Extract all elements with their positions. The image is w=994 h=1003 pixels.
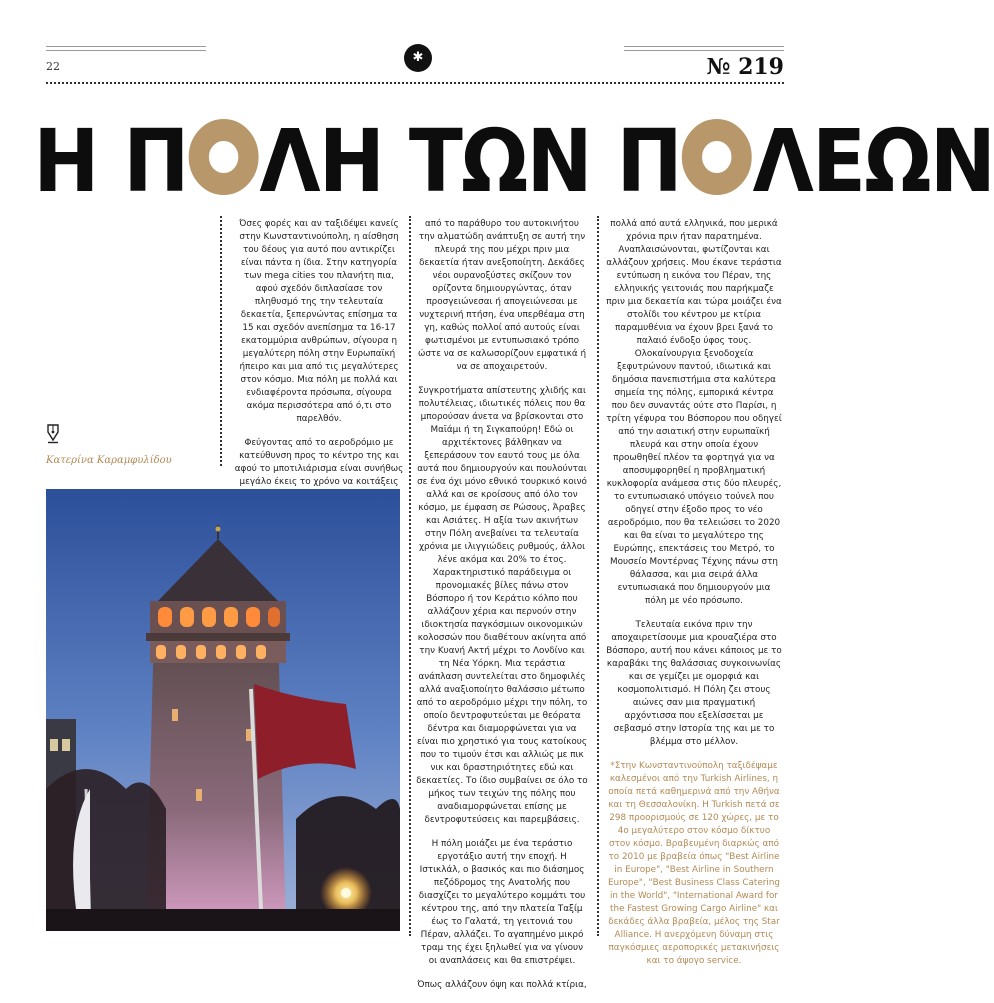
asterisk-icon: ✱ [404, 44, 432, 72]
header-dotted-divider [46, 82, 784, 84]
headline-part-2: ΛΗ ΤΩΝ Π [259, 112, 681, 212]
article-column-3 [606, 218, 782, 979]
paragraph: πολλά από αυτά ελληνικά, που μερικά χρόνια πριν ήταν παρατημένα. Αναπλαισώνονται, φωτίζονται και αλλάζουν χρήσεις. Μου έκανε τεράστια εντύπωση η εικόνα του Πέραν, της ελληνικής γειτονιάς που παρήκμαζε πριν μια δεκαετία και τώρα μοιάζει ένα στολίδι του κέντρου με κτίρια παραμυθένια να έχουν βρει ξανά το παλαιό ένδοξο ύφος τους. Ολοκαίνουργια ξενοδοχεία ξεφυτρώνουν παντού, ιδιωτικά και δημόσια πανεπιστήμια στα καλύτερα σημεία της πόλης, εμπορικά κέντρα που δεν συναντάς ούτε στο Παρίσι, η τρίτη γέφυρα του Βόσπορου που οδηγεί από την ασιατική στην ευρωπαϊκή πλευρά και στην οποία έχουν προωθηθεί πλέον τα φορτηγά για να αποσυμφορηθεί η προβληματική κυκλοφορία ανάμεσα στις δύο πλευρές, το εντυπωσιακό υπόγειο τούνελ που οδηγεί στην έξοδο προς το νέο αεροδρόμιο, που θα τελειώσει το 2020 και θα είναι το μεγαλύτερο της Ευρώπης, επεκτάσεις του Μετρό, το Μουσείο Μοντέρνας Τέχνης πάνω στη θάλασσα, και μια σειρά άλλα εντυπωσιακά που δημιουργούν μια πόλη με νέο πρόσωπο. [606, 219, 782, 606]
column-divider [597, 216, 599, 936]
article-column-1 [234, 218, 404, 500]
page-number: 22 [46, 60, 60, 73]
header-rule-left-top [46, 46, 206, 47]
paragraph: Όσες φορές και αν ταξιδέψει κανείς στην Κωνσταντινούπολη, η αίσθηση του δέους για αυτό που αντικρίζει είναι πάντα η ίδια. Στην κατηγορία των mega cities του πλανήτη πια, αφού σχεδόν διπλασίασε τον πληθυσμό της την τελευταία δεκαετία, ξεπερνώντας επίσημα τα 15 και σχεδόν ανεπίσημα τα 16-17 εκατομμύρια ανθρώπων, σίγουρα η μεγαλύτερη πόλη στην Ευρωπαϊκή ήπειρο και μια από τις μεγαλύτερες στον κόσμο. Μια πόλη με πολλά και ενδιαφέροντα πρόσωπα, σίγουρα ακόμα περισσότερα από ό,τι στο παρελθόν. [239, 219, 399, 424]
sponsor-note: *Στην Κωνσταντινούπολη ταξιδέψαμε καλεσμένοι από την Turkish Airlines, η οποία πετά καθημερινά από την Αθήνα και τη Θεσσαλονίκη. Η Turkish πετά σε 298 προορισμούς σε 120 χώρες, με το 4ο μεγαλύτερο στον κόσμο δίκτυο στον κόσμο. Βραβευμένη διαρκώς από το 2010 με βραβεία όπως "Best Airline in Europe", "Best Airline in Southern Europe", "Best Business Class Catering in the World", "International Award for the Fastest Growing Cargo Airline" και δεκάδες άλλα βραβεία, μέλος της Star Alliance. Η ανερχόμενη δύναμη στις παγκόσμιες αεροπορικές μετακινήσεις και το άψογο service. [607, 761, 781, 966]
pen-nib-icon [46, 424, 60, 444]
galata-tower-photo [46, 489, 400, 931]
header-rule-right-bottom [624, 50, 784, 51]
paragraph: από το παράθυρο του αυτοκινήτου την αλματώδη ανάπτυξη σε αυτή την πλευρά της που μέχρι πριν μια δεκαετία ήταν ανεξοποίητη. Δεκάδες νέοι ουρανοξύστες σκίζουν τον ορίζοντα δημιουργώντας, όταν προσγειώνεσαι ή απογειώνεσαι με νυχτερινή πτήση, ένα υπερθέαμα στη γη, καθώς πολλοί από αυτούς είναι φωτισμένοι με εντυπωσιακό τρόπο ώστε να σε καλωσορίζουν εμφατικά ή να σε αποχαιρετούν. [417, 219, 587, 372]
headline-o-circle [682, 119, 752, 195]
column-divider [220, 216, 222, 466]
headline-part-1: Η Π [33, 112, 188, 212]
paragraph: Όπως αλλάζουν όψη και πολλά κτίρια, [417, 980, 587, 990]
author-name: Κατερίνα Καραμφυλίδου [46, 455, 172, 466]
header-rule-right-top [624, 46, 784, 47]
issue-number: № 219 [706, 54, 784, 80]
column-divider [409, 216, 411, 936]
article-column-2 [416, 218, 588, 1003]
paragraph: Φεύγοντας από το αεροδρόμιο με κατεύθυνση προς το κέντρο της και αφού το μποτιλιάρισμα είναι συνήθως μεγάλο έκεις το χρόνο να κοιτάξεις [234, 438, 404, 487]
headline [33, 112, 994, 212]
paragraph: Τελευταία εικόνα πριν την αποχαιρετίσουμε μια κρουαζιέρα στο Βόσπορο, αυτή που κάνει κάποιος με το καραβάκι της θαλάσσιας συγκοινωνίας και σε γεμίζει με ομορφιά και κοσμοπολιτισμό. Η Πόλη ζει στους αιώνες σαν μια πραγματική αρχόντισσα που εξελίσσεται με σεβασμό στην Ιστορία της και με το βλέμμα στο μέλλον. [606, 620, 782, 747]
headline-part-3: ΛΕΩΝ [752, 112, 994, 212]
paragraph: Η πόλη μοιάζει με ένα τεράστιο εργοτάξιο αυτή την εποχή. Η Ιστικλάλ, ο βασικός και πιο διάσημος πεζόδρομος της Ανατολής που διασχίζει το μεγαλύτερο κομμάτι του κέντρου της, από την πλατεία Ταξίμ έως το Γαλατά, τη γειτονιά του Πέραν, αλλάζει. Το αγαπημένο μικρό τραμ της έχει ξηλωθεί για να γίνουν οι αναπλάσεις και θα επιστρέψει. [418, 839, 586, 966]
paragraph: Συγκροτήματα απίστευτης χλιδής και πολυτέλειας, ιδιωτικές πόλεις που θα μπορούσαν άνετα να βρίσκονται στο Μαϊάμι ή τη Σιγκαπούρη! Εδώ οι αρχιτέκτονες βάλθηκαν να ξεπεράσουν τον εαυτό τους με όλα αυτά που δημιουργούν και πουλούνται σε ένα όχι μόνο εθνικό τουρκικό κοινό αλλά και σε κροίσους από όλο τον κόσμο, με έμφαση σε Ρώσους, Άραβες και Ασιάτες. Η αξία των ακινήτων στην Πόλη ανεβαίνει τα τελευταία χρόνια με ιλιγγιώδεις ρυθμούς, άλλοι λένε ακόμα και 20% το έτος. Χαρακτηριστικό παράδειγμα οι προνομιακές βίλες πάνω στον Βόσπορο ή τον Κεράτιο κόλπο που αλλάζουν χέρια και περνούν στην ιδιοκτησία παγκόσμιων οικονομικών κολοσσών που διαθέτουν ακίνητα από την Κυανή Ακτή μέχρι το Λονδίνο και τη Νέα Υόρκη. Μια τεράστια ανάπλαση συντελείται στο δημοφιλές αλλά αναξιοποίητο θαλάσσιο μέτωπο από το αεροδρόμιο μέχρι την πόλη, το οποίο δεντροφυτεύεται με θεόρατα δέντρα και διαμορφώνεται για να είναι πιο χρηστικό για τους κατοίκους που το τιμούν έτσι και αλλιώς με πικ νικ και δραστηριότητες εδώ και δεκαετίες. Το ίδιο συμβαίνει σε όλο το μήκος των τειχών της πόλης που αναδιαμορφώνεται επίσης με δεντροφυτεύσεις και παρεμβάσεις. [416, 386, 588, 825]
header-rule-left-bottom [46, 50, 206, 51]
headline-o-circle [189, 119, 259, 195]
